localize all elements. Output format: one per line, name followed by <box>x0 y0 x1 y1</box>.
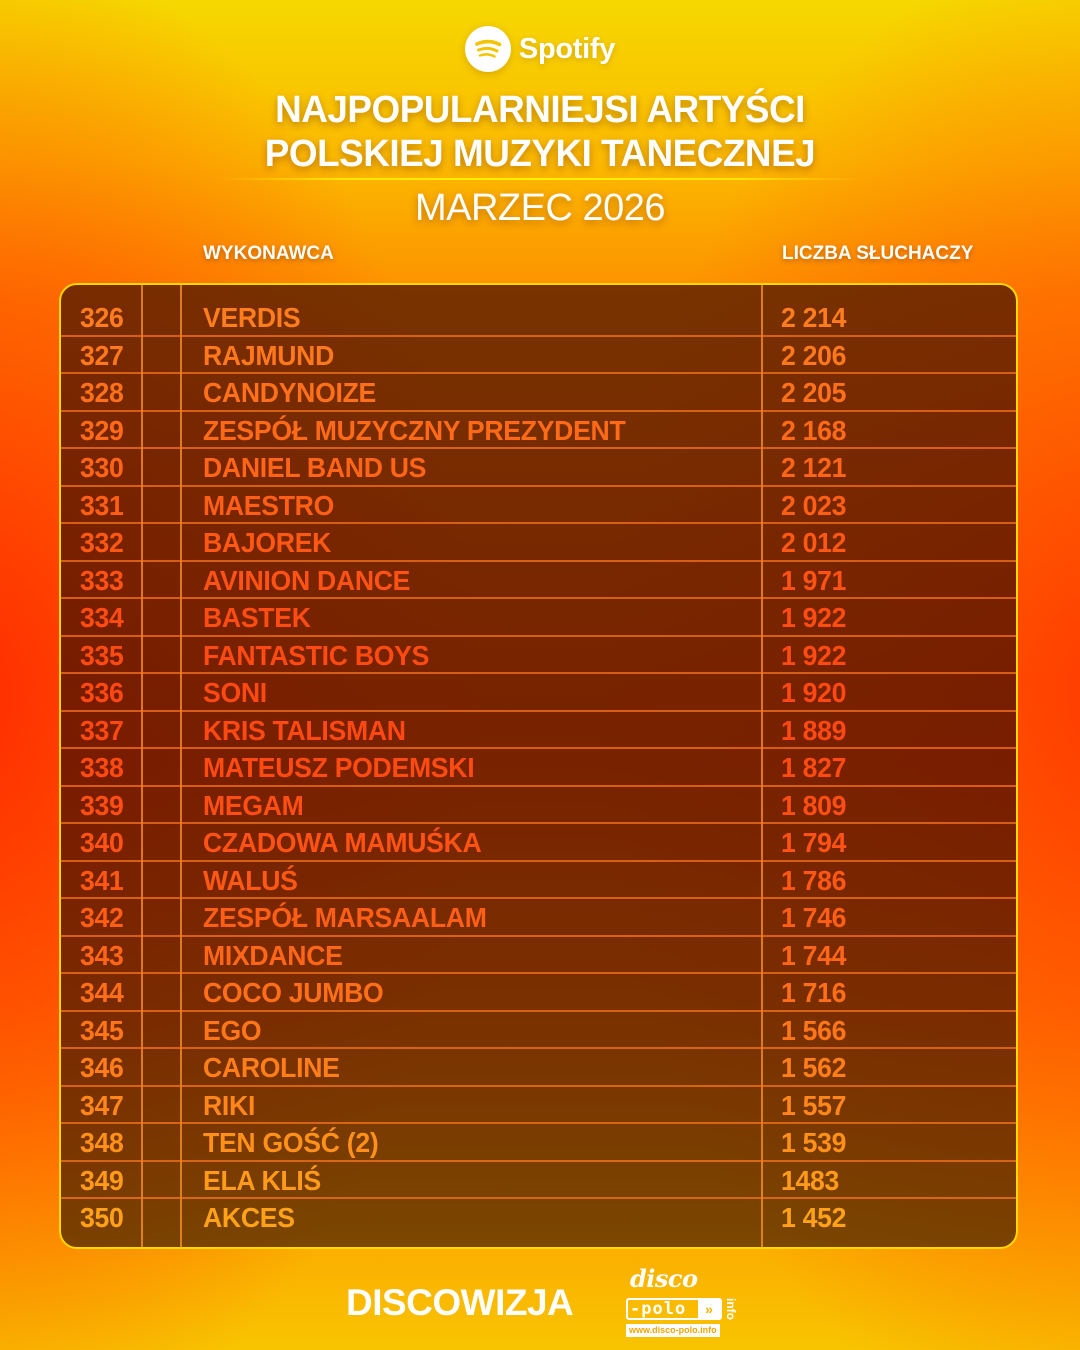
artist-cell: RIKI <box>203 1089 256 1121</box>
listeners-cell: 1 809 <box>781 789 847 821</box>
artist-cell: DANIEL BAND US <box>203 452 427 483</box>
artist-cell: COCO JUMBO <box>203 977 384 1008</box>
artist-cell: ZESPÓŁ MARSAALAM <box>203 902 487 933</box>
page-title-line-2: POLSKIEJ MUZYKI TANECZNEJ <box>264 133 816 175</box>
artist-cell: BASTEK <box>203 602 311 633</box>
table-row <box>61 937 1016 975</box>
spotify-brand <box>0 26 1080 72</box>
column-header-listeners: LICZBA SŁUCHACZY <box>782 243 974 264</box>
rank-cell: 345 <box>80 1014 124 1046</box>
table-row <box>61 299 1016 337</box>
spotify-wordmark: Spotify <box>518 32 616 65</box>
listeners-cell: 1 744 <box>781 939 847 971</box>
listeners-cell: 1 746 <box>781 902 847 933</box>
disco-polo-info-logo <box>626 1264 746 1340</box>
table-rows <box>61 299 1016 1237</box>
rank-cell: 340 <box>80 827 124 858</box>
listeners-cell: 2 206 <box>781 339 847 371</box>
table-row <box>61 599 1016 637</box>
artist-cell: CZADOWA MAMUŚKA <box>203 827 482 858</box>
table-row <box>61 449 1016 487</box>
table-row <box>61 1199 1016 1237</box>
table-row <box>61 899 1016 937</box>
table-row <box>61 487 1016 525</box>
table-row <box>61 1087 1016 1125</box>
table-row <box>61 1124 1016 1162</box>
artist-cell: MAESTRO <box>203 489 335 521</box>
table-row <box>61 337 1016 375</box>
rank-cell: 336 <box>80 677 124 708</box>
artist-cell: MATEUSZ PODEMSKI <box>203 752 475 783</box>
spotify-logo-icon <box>465 26 511 72</box>
listeners-cell: 2 012 <box>781 527 847 558</box>
rank-cell: 339 <box>80 789 124 821</box>
listeners-cell: 1 562 <box>781 1052 847 1083</box>
artist-cell: TEN GOŚĆ (2) <box>203 1127 379 1158</box>
artist-cell: VERDIS <box>203 302 301 333</box>
ranking-table <box>59 283 1018 1249</box>
rank-cell: 335 <box>80 639 124 671</box>
rank-cell: 332 <box>80 527 124 558</box>
listeners-cell: 2 205 <box>781 377 847 408</box>
disco-polo-logo-url: www.disco-polo.info <box>626 1324 720 1337</box>
artist-cell: AKCES <box>203 1202 295 1233</box>
rank-cell: 329 <box>80 414 124 446</box>
rank-cell: 327 <box>80 339 124 371</box>
rank-cell: 331 <box>80 489 124 521</box>
footer <box>0 1262 1080 1342</box>
listeners-cell: 1483 <box>781 1164 840 1196</box>
listeners-cell: 1 452 <box>781 1202 847 1233</box>
table-row <box>61 749 1016 787</box>
rank-cell: 334 <box>80 602 124 633</box>
table-row <box>61 824 1016 862</box>
rank-cell: 342 <box>80 902 124 933</box>
disco-polo-logo-disco: disco <box>630 1264 698 1293</box>
listeners-cell: 1 922 <box>781 639 847 671</box>
table-row <box>61 1162 1016 1200</box>
listeners-cell: 1 827 <box>781 752 847 783</box>
rank-cell: 346 <box>80 1052 124 1083</box>
table-row <box>61 674 1016 712</box>
table-row <box>61 637 1016 675</box>
table-row <box>61 1012 1016 1050</box>
listeners-cell: 1 786 <box>781 864 847 896</box>
artist-cell: RAJMUND <box>203 339 335 371</box>
listeners-cell: 1 557 <box>781 1089 847 1121</box>
artist-cell: WALUŚ <box>203 864 298 896</box>
table-row <box>61 412 1016 450</box>
artist-cell: CAROLINE <box>203 1052 340 1083</box>
listeners-cell: 1 971 <box>781 564 847 596</box>
table-row <box>61 374 1016 412</box>
table-row <box>61 787 1016 825</box>
disco-polo-logo-polo: -polo <box>630 1299 687 1319</box>
rank-cell: 337 <box>80 714 124 746</box>
artist-cell: FANTASTIC BOYS <box>203 639 430 671</box>
listeners-cell: 1 920 <box>781 677 847 708</box>
listeners-cell: 1 716 <box>781 977 847 1008</box>
table-row <box>61 1049 1016 1087</box>
discowizja-logo: DISCOWIZJA <box>346 1282 574 1323</box>
artist-cell: ZESPÓŁ MUZYCZNY PREZYDENT <box>203 414 626 446</box>
artist-cell: MEGAM <box>203 789 304 821</box>
title-divider <box>220 178 860 180</box>
column-header-artist: WYKONAWCA <box>203 243 334 264</box>
rank-cell: 350 <box>80 1202 124 1233</box>
rank-cell: 338 <box>80 752 124 783</box>
rank-cell: 348 <box>80 1127 124 1158</box>
listeners-cell: 1 539 <box>781 1127 847 1158</box>
artist-cell: SONI <box>203 677 267 708</box>
artist-cell: AVINION DANCE <box>203 564 411 596</box>
rank-cell: 326 <box>80 302 124 333</box>
listeners-cell: 2 121 <box>781 452 847 483</box>
listeners-cell: 1 889 <box>781 714 847 746</box>
rank-cell: 344 <box>80 977 124 1008</box>
disco-polo-logo-info: info <box>724 1298 738 1320</box>
table-row <box>61 974 1016 1012</box>
artist-cell: KRIS TALISMAN <box>203 714 406 746</box>
rank-cell: 328 <box>80 377 124 408</box>
listeners-cell: 1 922 <box>781 602 847 633</box>
rank-cell: 333 <box>80 564 124 596</box>
rank-cell: 349 <box>80 1164 124 1196</box>
listeners-cell: 2 168 <box>781 414 847 446</box>
artist-cell: MIXDANCE <box>203 939 343 971</box>
listeners-cell: 2 214 <box>781 302 847 333</box>
rank-cell: 347 <box>80 1089 124 1121</box>
table-row <box>61 862 1016 900</box>
artist-cell: ELA KLIŚ <box>203 1164 321 1196</box>
table-row <box>61 524 1016 562</box>
listeners-cell: 2 023 <box>781 489 847 521</box>
artist-cell: BAJOREK <box>203 527 332 558</box>
rank-cell: 330 <box>80 452 124 483</box>
listeners-cell: 1 566 <box>781 1014 847 1046</box>
rank-cell: 341 <box>80 864 124 896</box>
disco-polo-logo-polo-box <box>626 1298 722 1320</box>
period-subtitle: MARZEC 2026 <box>414 187 666 229</box>
page-title-line-1: NAJPOPULARNIEJSI ARTYŚCI <box>275 89 805 131</box>
artist-cell: EGO <box>203 1014 262 1046</box>
artist-cell: CANDYNOIZE <box>203 377 377 408</box>
fast-forward-icon: » <box>698 1300 720 1318</box>
listeners-cell: 1 794 <box>781 827 847 858</box>
table-row <box>61 712 1016 750</box>
table-row <box>61 562 1016 600</box>
rank-cell: 343 <box>80 939 124 971</box>
